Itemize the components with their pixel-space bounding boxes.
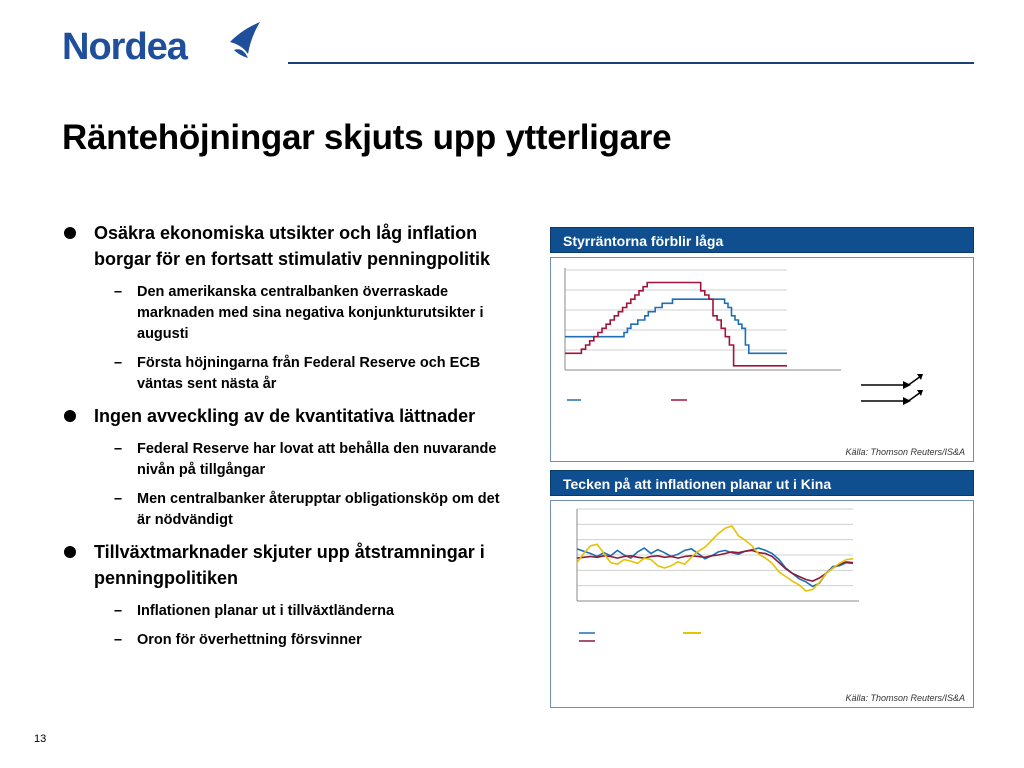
sub-bullet-item: – Men centralbanker återupptar obligationsköp om det är nödvändigt [114,491,500,528]
slide-title: Räntehöjningar skjuts upp ytterligare [62,118,672,157]
sub-bullet-text: Men centralbanker återupptar obligationsköp om det är nödvändigt [137,491,500,528]
rates-source: Källa: Thomson Reuters/IS&A [845,447,965,457]
rates-panel-title: Styrräntorna förblir låga [550,227,974,253]
rates-chart-frame [550,257,974,462]
inflation-chart [551,501,973,707]
inflation-chart-frame [550,500,974,708]
bullet-item [62,220,512,272]
sub-bullet-text: Den amerikanska centralbanken överraskade marknaden med sina negativa konjunkturutsikter i augusti [137,284,484,342]
sub-bullet-text: Oron för överhettning försvinner [137,632,362,648]
series-line-0 [565,299,787,353]
bullet-item [62,539,512,591]
arrow-icon [861,374,923,389]
sub-bullet-item: – Inflationen planar ut i tillväxtländerna [114,603,395,619]
bullet-dot [64,227,76,239]
arrow-icon [861,390,923,405]
bullet-item [62,403,512,429]
brand-name: Nordea [62,26,187,68]
bullet-text: Ingen avveckling av de kvantitativa lättnader [94,406,476,426]
sail-icon [226,20,264,64]
bullet-text: Tillväxtmarknader skjuter upp åtstramningar i penningpolitiken [94,542,485,588]
nordea-logo [62,20,272,70]
header-rule [288,62,974,64]
bullet-dot [64,546,76,558]
bullet-dot [64,410,76,422]
page-number: 13 [34,733,47,745]
sub-bullet-text: Inflationen planar ut i tillväxtländerna [137,603,395,619]
sub-bullet-item: – Federal Reserve har lovat att behålla den nuvarande nivån på tillgångar [114,441,497,478]
bullet-list [62,220,512,659]
inflation-panel [550,470,974,708]
sub-bullet-text: Federal Reserve har lovat att behålla den nuvarande nivån på tillgångar [137,441,497,478]
sub-bullet-item: – Den amerikanska centralbanken överraskade marknaden med sina negativa konjunkturutsikter i augusti [114,284,484,342]
sub-bullet-item: – Oron för överhettning försvinner [114,632,362,648]
inflation-panel-title: Tecken på att inflationen planar ut i Kina [550,470,974,496]
sub-bullet-item: – Första höjningarna från Federal Reserve och ECB väntas sent nästa år [114,355,481,392]
inflation-source: Källa: Thomson Reuters/IS&A [845,693,965,703]
rates-chart [551,258,973,461]
bullet-text: Osäkra ekonomiska utsikter och låg inflation borgar för en fortsatt stimulativ penningpolitik [94,223,491,269]
sub-bullet-text: Första höjningarna från Federal Reserve och ECB väntas sent nästa år [137,355,481,392]
rates-panel [550,227,974,462]
